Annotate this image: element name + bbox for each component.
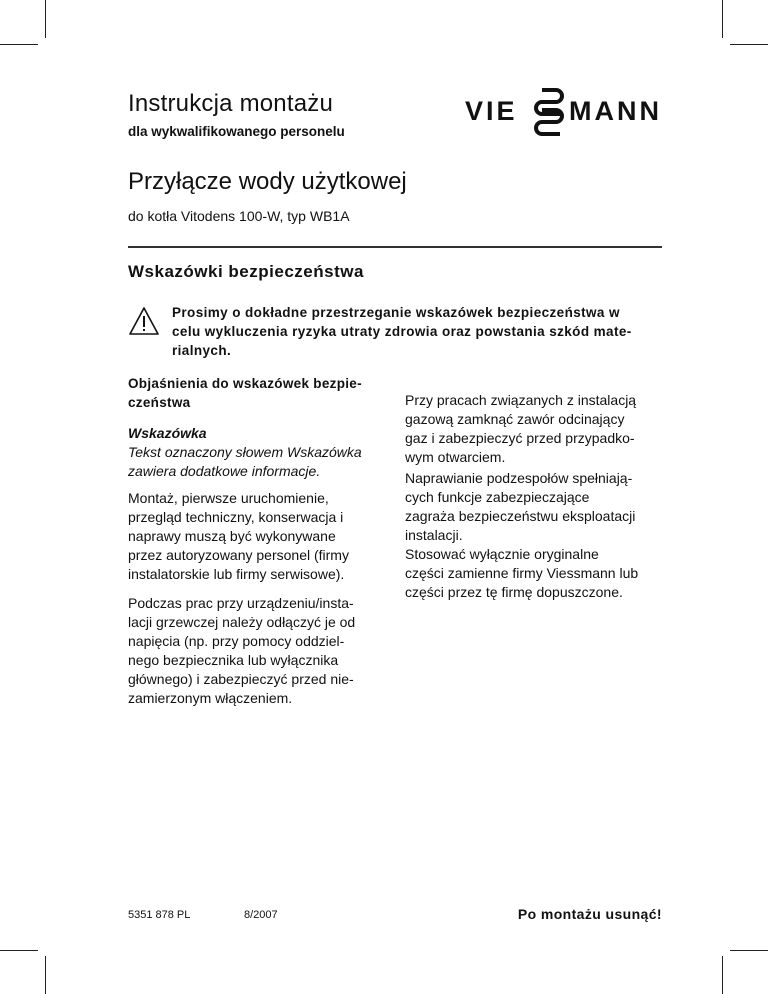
warning-line: rialnych. [172, 343, 232, 358]
manual-title: Instrukcja montażu [128, 90, 334, 117]
text-line: przez autoryzowany personel (firmy [128, 547, 349, 563]
audience-subtitle: dla wykwalifikowanego personelu [128, 124, 345, 139]
installation-paragraph [128, 489, 380, 584]
crop-mark [0, 950, 38, 951]
text-line: Stosować wyłącznie oryginalne [405, 546, 599, 562]
document-code: 5351 878 PL [128, 909, 191, 921]
crop-mark [730, 950, 768, 951]
heading-line: Objaśnienia do wskazówek bezpie- [128, 376, 362, 391]
divider [128, 246, 662, 248]
text-line: Podczas prac przy urządzeniu/insta- [128, 595, 354, 611]
svg-text:MANN: MANN [569, 96, 662, 126]
document-date: 8/2007 [244, 909, 278, 921]
crop-mark [730, 44, 768, 45]
crop-mark [722, 0, 723, 38]
text-line: zamierzonym włączeniem. [128, 690, 293, 706]
note-body [128, 443, 380, 481]
text-line: gaz i zabezpieczyć przed przypadko- [405, 430, 635, 446]
text-line: instalacji. [405, 527, 463, 543]
text-line: naprawy muszą być wykonywane [128, 528, 336, 544]
crop-mark [45, 0, 46, 38]
text-line: części zamienne firmy Viessmann lub [405, 565, 639, 581]
note-line: zawiera dodatkowe informacje. [128, 463, 321, 479]
viessmann-logo [465, 84, 662, 140]
text-line: Montaż, pierwsze uruchomienie, [128, 490, 329, 506]
text-line: instalatorskie lub firmy serwisowe). [128, 566, 345, 582]
safety-heading: Wskazówki bezpieczeństwa [128, 262, 364, 281]
text-line: przegląd techniczny, konserwacja i [128, 509, 344, 525]
document-title: Przyłącze wody użytkowej [128, 168, 407, 195]
safety-warning-text [172, 303, 660, 360]
text-line: części przez tę firmę dopuszczone. [405, 584, 623, 600]
warning-line: celu wykluczenia ryzyka utraty zdrowia oraz powstania szkód mate- [172, 324, 632, 339]
crop-mark [0, 44, 38, 45]
disconnect-paragraph [128, 594, 380, 708]
text-line: gazową zamknąć zawór odcinający [405, 411, 625, 427]
explanations-heading [128, 374, 380, 412]
note-title: Wskazówka [128, 425, 207, 441]
gas-paragraph [405, 391, 657, 467]
text-line: wym otwarciem. [405, 449, 506, 465]
crop-mark [45, 956, 46, 994]
text-line: napięcia (np. przy pomocy oddziel- [128, 633, 345, 649]
crop-mark [722, 956, 723, 994]
warning-triangle-icon [128, 306, 160, 336]
text-line: lacji grzewczej należy odłączyć je od [128, 614, 356, 630]
heading-line: czeństwa [128, 395, 191, 410]
note-line: Tekst oznaczony słowem Wskazówka [128, 444, 362, 460]
text-line: głównego) i zabezpieczyć przed nie- [128, 671, 354, 687]
text-line: Przy pracach związanych z instalacją [405, 392, 637, 408]
text-line: cych funkcje zabezpieczające [405, 489, 590, 505]
text-line: zagraża bezpieczeństwu eksploatacji [405, 508, 636, 524]
text-line: nego bezpiecznika lub wyłącznika [128, 652, 339, 668]
svg-text:VIE: VIE [465, 96, 518, 126]
remove-after-installation-notice: Po montażu usunąć! [517, 906, 662, 922]
repair-paragraph [405, 469, 657, 602]
document-subtitle: do kotła Vitodens 100-W, typ WB1A [128, 208, 350, 224]
warning-line: Prosimy o dokładne przestrzeganie wskazówek bezpieczeństwa w [172, 305, 620, 320]
text-line: Naprawianie podzespołów spełniają- [405, 470, 633, 486]
